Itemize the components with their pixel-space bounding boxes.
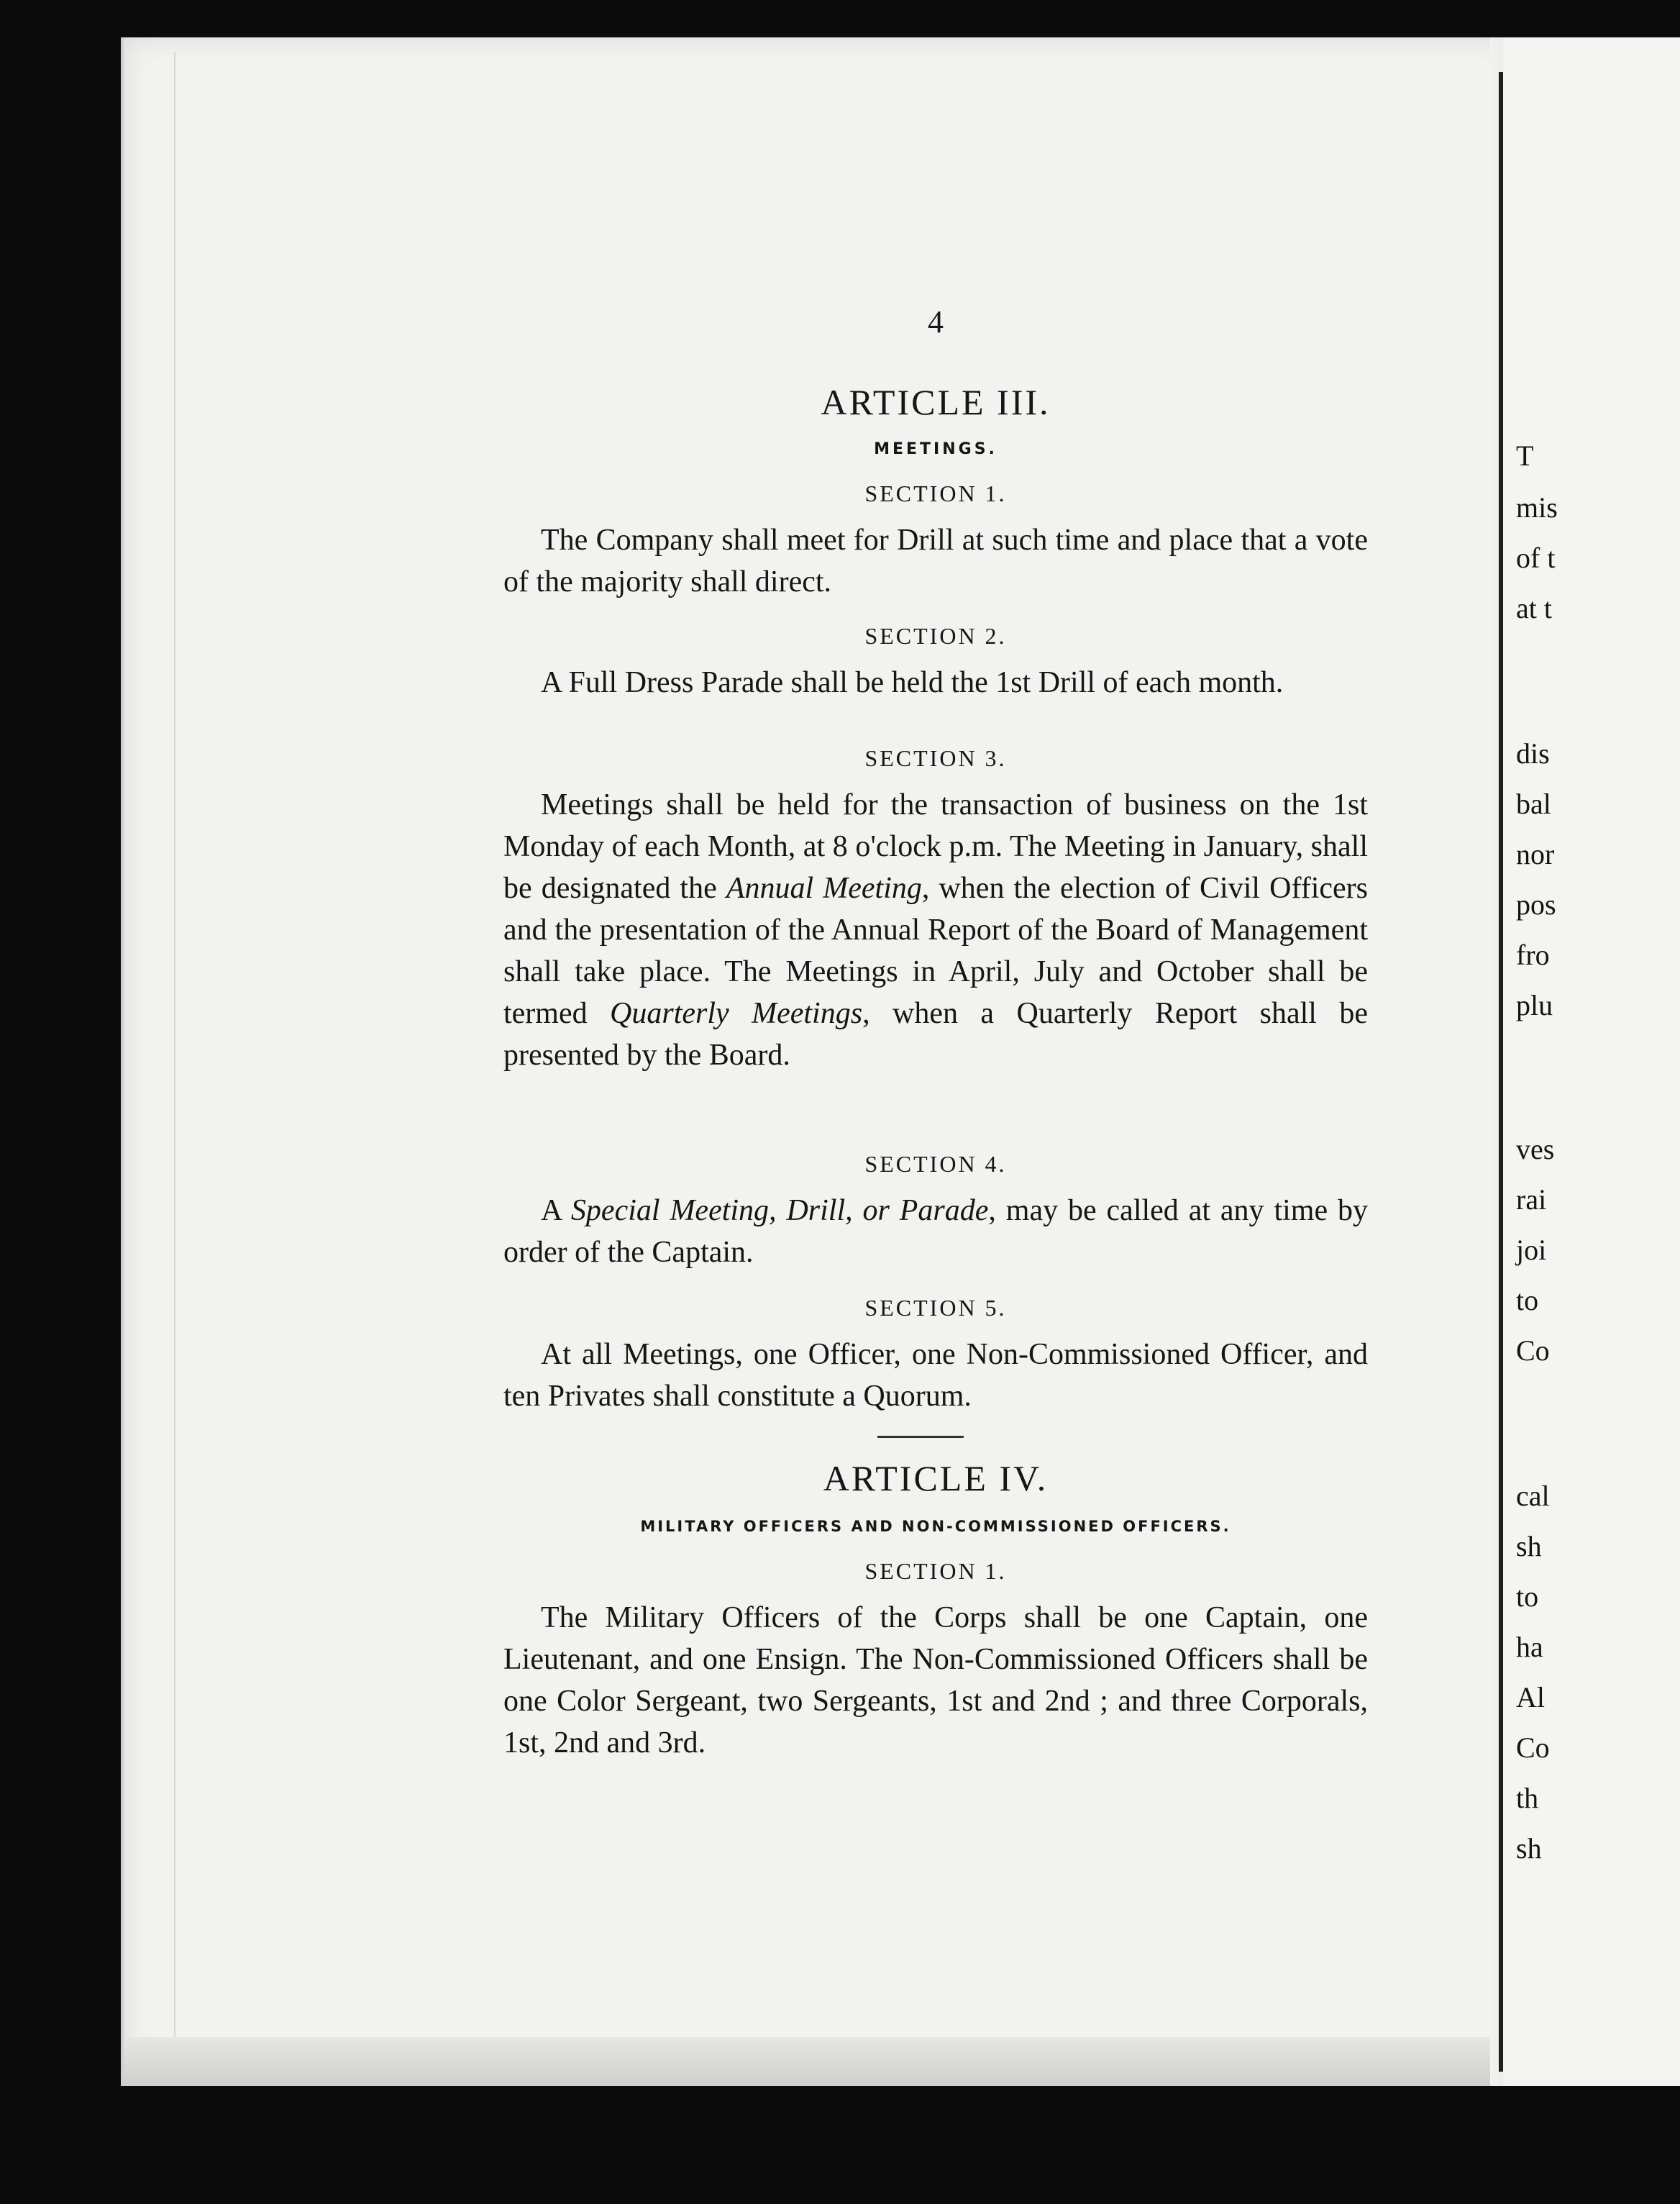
facing-fragment: th [1516,1782,1539,1814]
section-text-part: , when a Quarterly Report shall be presented by the Board. [503,997,1368,1072]
section-label: SECTION 1. [864,1558,1007,1584]
emphasis-annual-meeting: Annual Meeting [726,872,922,905]
facing-fragment: of t [1516,542,1556,574]
facing-fragment: cal [1516,1480,1550,1512]
article-iii-title: ARTICLE III. [821,382,1051,422]
facing-fragment: joi [1516,1234,1547,1266]
art3-section-2-body [503,662,1368,703]
section-label: SECTION 1. [864,481,1007,506]
section-text [503,1190,1368,1273]
section-text: The Company shall meet for Drill at such time and place that a vote of the majority shall direct. [503,524,1368,598]
page-bottom-edge [124,2037,1516,2086]
article-iii-subtitle-block [503,440,1368,458]
facing-fragment: mis [1516,491,1558,524]
art3-section-5 [503,1295,1368,1321]
section-text-part: , when the election of Civil Officers and the presentation of the Annual Report of the Board of Management shall take place. The Meetings in April, July and October shall be termed [503,872,1368,1030]
section-label: SECTION 5. [864,1295,1007,1321]
section-label: SECTION 2. [864,623,1007,649]
section-text: A Full Dress Parade shall be held the 1st Drill of each month. [541,666,1284,699]
facing-fragment: plu [1516,989,1553,1021]
facing-fragment: Al [1516,1681,1545,1713]
section-text [503,784,1368,1076]
art4-section-1-body [503,1597,1368,1764]
section-text-part: , may be called at any time by order of the Captain. [503,1194,1368,1269]
art3-section-1 [503,481,1368,507]
facing-fragment: bal [1516,788,1551,820]
facing-fragment: to [1516,1284,1539,1316]
section-text: The Military Officers of the Corps shall be one Captain, one Lieutenant, and one Ensign. The Non-Commissioned Officers shall be one Color Sergeant, two Sergeants, 1st and 2nd ; and three Corporals, 1st, 2nd and 3rd. [503,1601,1368,1759]
facing-fragment: ha [1516,1631,1543,1663]
art3-section-2 [503,623,1368,650]
facing-fragment: ves [1516,1133,1555,1165]
section-label: SECTION 3. [864,745,1007,771]
article-iv-title: ARTICLE IV. [823,1458,1049,1498]
facing-fragment: pos [1516,888,1556,921]
facing-fragment: to [1516,1580,1539,1613]
section-text: At all Meetings, one Officer, one Non-Commissioned Officer, and ten Privates shall constitute a Quorum. [503,1338,1368,1413]
art4-section-1 [503,1558,1368,1585]
facing-fragment: Co [1516,1334,1550,1367]
article-iv-subtitle-block [503,1518,1368,1535]
art3-section-4-body [503,1190,1368,1273]
emphasis-quarterly-meetings: Quarterly Meetings [610,997,863,1030]
facing-fragment: at t [1516,592,1552,624]
art3-section-3 [503,745,1368,772]
article-iii-subtitle: MEETINGS. [874,440,998,458]
article-divider [877,1436,964,1438]
article-iii-heading-block [503,381,1368,423]
section-text-part: Meetings shall be held for the transaction of business on the 1st Monday of each Month, at 8 o'clock p.m. The Meeting in January, shall be designated the [503,788,1368,905]
page-number: 4 [928,304,944,340]
art3-section-5-body [503,1334,1368,1417]
facing-fragment: sh [1516,1832,1542,1864]
art3-section-4 [503,1151,1368,1178]
article-iv-heading-block [503,1457,1368,1499]
article-iv-subtitle: MILITARY OFFICERS AND NON-COMMISSIONED OFFICERS. [640,1518,1231,1535]
facing-fragment: sh [1516,1530,1542,1562]
facing-fragment: T [1516,440,1534,472]
facing-fragment: nor [1516,838,1555,870]
facing-fragment: dis [1516,737,1550,770]
art3-section-3-body [503,784,1368,1076]
facing-fragment: Co [1516,1731,1550,1764]
section-label: SECTION 4. [864,1151,1007,1177]
art3-section-1-body [503,519,1368,603]
facing-page [1503,37,1680,2086]
facing-fragment: fro [1516,939,1550,971]
facing-fragment: rai [1516,1183,1547,1216]
section-text-part: A [541,1194,571,1227]
emphasis-special-meeting: Special Meeting, Drill, or Parade [570,1194,989,1227]
